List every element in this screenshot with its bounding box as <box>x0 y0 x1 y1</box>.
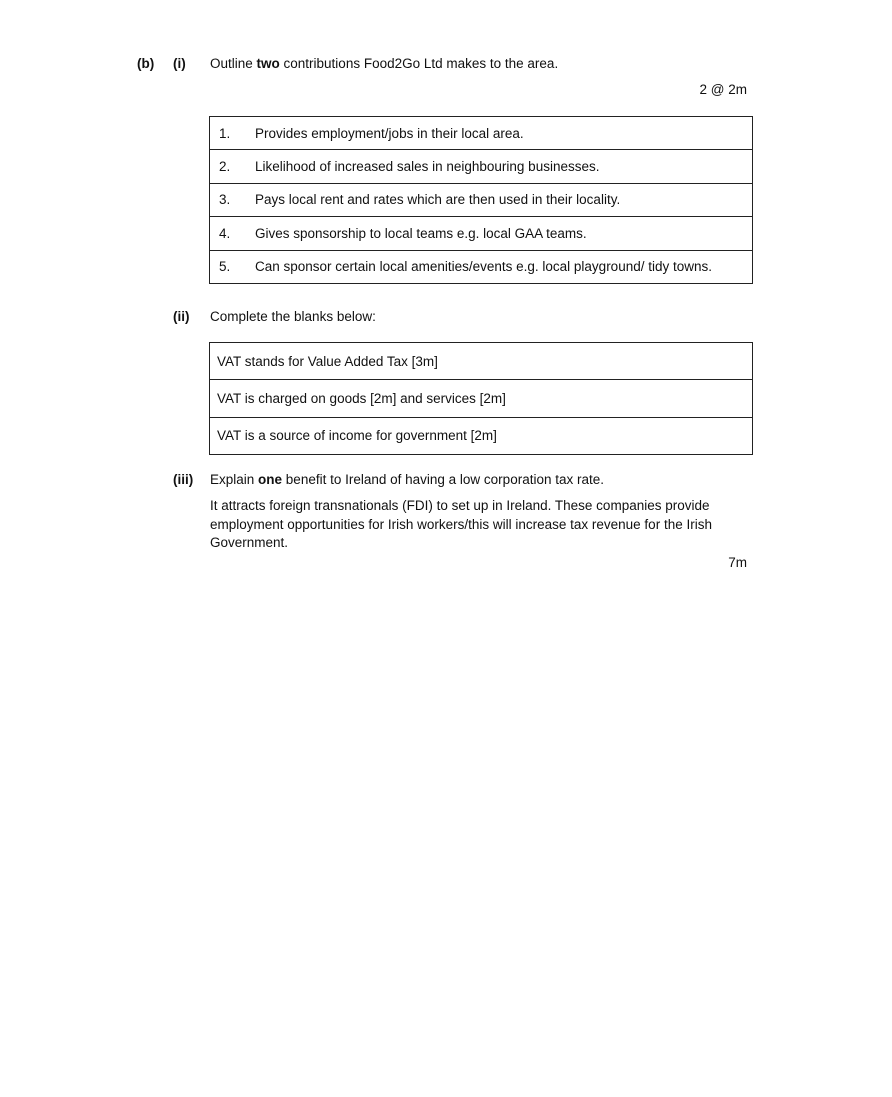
table-row <box>210 150 753 183</box>
row-text: Provides employment/jobs in their local area. <box>255 117 753 150</box>
vat-row-text: VAT is charged on goods [2m] and services [2m] <box>210 380 753 417</box>
table-row <box>210 183 753 216</box>
table-row <box>210 250 753 283</box>
vat-row-text: VAT is a source of income for government [2m] <box>210 417 753 454</box>
question-iii-before: Explain <box>210 472 259 487</box>
contributions-table <box>209 116 753 284</box>
question-i <box>210 56 558 71</box>
question-i-after: contributions Food2Go Ltd makes to the area. <box>279 56 559 71</box>
question-iii-emphasis: one <box>258 472 283 487</box>
question-ii: Complete the blanks below: <box>210 309 376 324</box>
vat-row-text: VAT stands for Value Added Tax [3m] <box>210 343 753 380</box>
question-iii <box>210 472 604 487</box>
row-number: 1. <box>210 117 256 150</box>
row-number: 3. <box>210 183 256 216</box>
row-text: Likelihood of increased sales in neighbouring businesses. <box>255 150 753 183</box>
question-iii-after: benefit to Ireland of having a low corporation tax rate. <box>282 472 604 487</box>
row-text: Gives sponsorship to local teams e.g. local GAA teams. <box>255 217 753 250</box>
row-number: 4. <box>210 217 256 250</box>
answer-iii <box>210 497 770 553</box>
row-text: Pays local rent and rates which are then used in their locality. <box>255 183 753 216</box>
sub-i-label: (i) <box>173 56 186 71</box>
question-i-emphasis: two <box>256 56 280 71</box>
answer-line: employment opportunities for Irish workers/this will increase tax revenue for the Irish <box>210 516 712 532</box>
row-number: 5. <box>210 250 256 283</box>
answer-line: It attracts foreign transnationals (FDI) to set up in Ireland. These companies provide <box>210 498 710 513</box>
table-row <box>210 117 753 150</box>
marks-iii: 7m <box>728 555 747 570</box>
table-row <box>210 380 753 417</box>
sub-iii-label: (iii) <box>173 472 194 487</box>
answer-line: Government. <box>210 535 289 550</box>
table-row <box>210 217 753 250</box>
question-i-before: Outline <box>210 56 257 71</box>
table-row <box>210 343 753 380</box>
part-b-label: (b) <box>137 56 155 71</box>
sub-ii-label: (ii) <box>173 309 190 324</box>
row-number: 2. <box>210 150 256 183</box>
table-row <box>210 417 753 454</box>
vat-table <box>209 342 753 455</box>
row-text: Can sponsor certain local amenities/events e.g. local playground/ tidy towns. <box>255 250 753 283</box>
marks-i: 2 @ 2m <box>699 82 747 97</box>
